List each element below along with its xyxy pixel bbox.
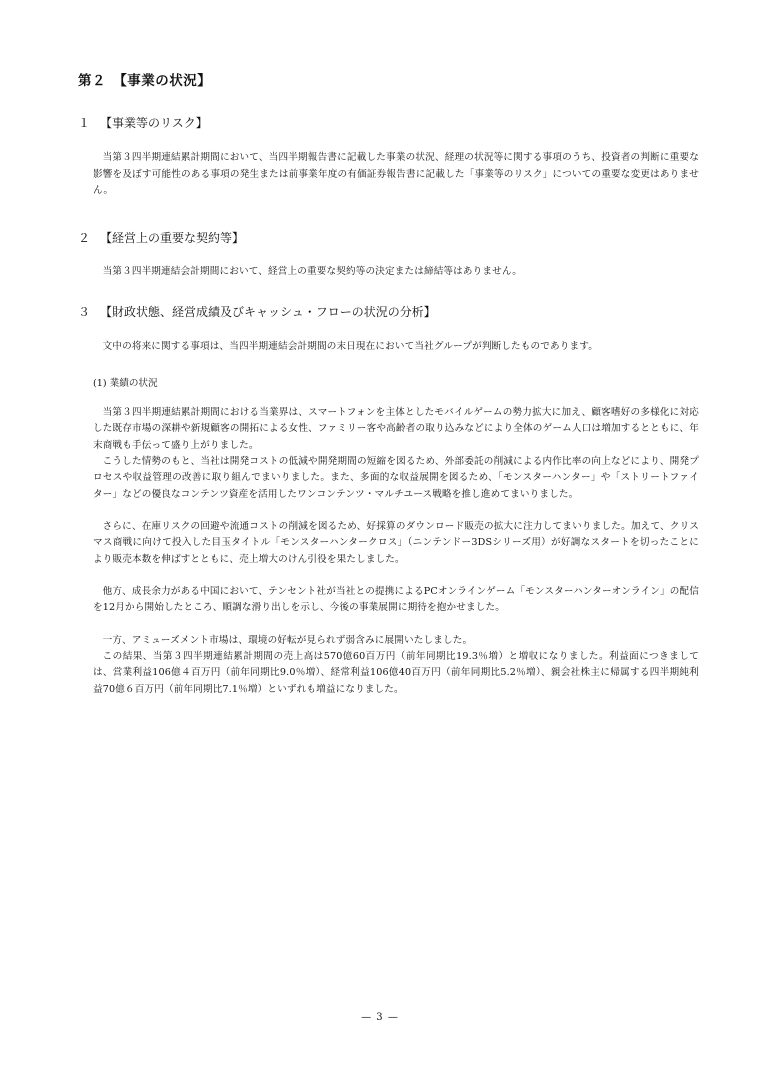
subsection-title: (1) 業績の状況 <box>93 378 158 389</box>
results-paragraph-5: 一方、アミューズメント市場は、環境の好転が見られず弱含みに展開いたしました。 <box>102 635 473 646</box>
section-3-heading <box>78 303 436 320</box>
chapter-title: 第２ 【事業の状況】 <box>78 73 212 89</box>
section-2-number: ２ <box>78 231 91 245</box>
section-2-heading <box>78 229 244 246</box>
section-3-number: ３ <box>78 305 91 319</box>
section-1-paragraph: 当第３四半期連結累計期間において、当四半期報告書に記載した事業の状況、経理の状況等に関する事項のうち、投資者の判断に重要な影響を及ぼす可能性のある事項の発生または前事業年度の有価証券報告書に記載した「事業等のリスク」についての重要な変更はありません。 <box>93 152 699 197</box>
section-2-paragraph: 当第３四半期連結会計期間において、経営上の重要な契約等の決定または締結等はありません。 <box>102 266 522 277</box>
section-1-heading <box>78 114 208 131</box>
results-paragraph-3: さらに、在庫リスクの回避や流通コストの削減を図るため、好採算のダウンロード販売の拡大に注力してまいりました。加えて、クリスマス商戦に向けて投入した目玉タイトル「モンスターハンタークロス」（ニンテンドー3DSシリーズ用）が好調なスタートを切ったことにより販売本数を伸ばすとともに、売上増大のけん引役を果たしました。 <box>93 521 699 565</box>
section-1-title: 【事業等のリスク】 <box>100 116 208 130</box>
section-3-intro-paragraph: 文中の将来に関する事項は、当四半期連結会計期間の末日現在において当社グループが判断したものであります。 <box>102 341 598 352</box>
results-paragraph-2: こうした情勢のもと、当社は開発コストの低減や開発期間の短縮を図るため、外部委託の削減による内作比率の向上などにより、開発プロセスや収益管理の改善に取り組んでまいりました。また、多面的な収益展開を図るため、「モンスターハンター」や「ストリートファイター」などの優良なコンテンツ資産を活用したワンコンテンツ・マルチユース戦略を推し進めてまいりました。 <box>93 456 699 500</box>
section-3-title: 【財政状態、経営成績及びキャッシュ・フローの状況の分析】 <box>100 305 436 319</box>
page-number: — 3 — <box>361 1012 399 1023</box>
results-paragraph-4: 他方、成長余力がある中国において、テンセント社が当社との提携によるPCオンラインゲーム「モンスターハンターオンライン」の配信を12月から開始したところ、順調な滑り出しを示し、今後の事業展開に期待を抱かせました。 <box>93 586 699 614</box>
section-2-title: 【経営上の重要な契約等】 <box>100 231 245 245</box>
section-1-number: １ <box>78 116 91 130</box>
results-paragraph-1: 当第３四半期連結累計期間における当業界は、スマートフォンを主体としたモバイルゲームの勢力拡大に加え、顧客嗜好の多様化に対応した既存市場の深耕や新規顧客の開拓による女性、ファミリー客や高齢者の取り込みなどにより全体のゲーム人口は増加するとともに、年末商戦も手伝って盛り上がりました。 <box>93 407 699 451</box>
results-paragraph-6: この結果、当第３四半期連結累計期間の売上高は570億60百万円（前年同期比19.3％増）と増収になりました。利益面につきましては、営業利益106億４百万円（前年同期比9.0％増）、経常利益106億40百万円（前年同期比5.2％増）、親会社株主に帰属する四半期純利益70億６百万円（前年同期比7.1％増）といずれも増益になりました。 <box>93 651 699 695</box>
